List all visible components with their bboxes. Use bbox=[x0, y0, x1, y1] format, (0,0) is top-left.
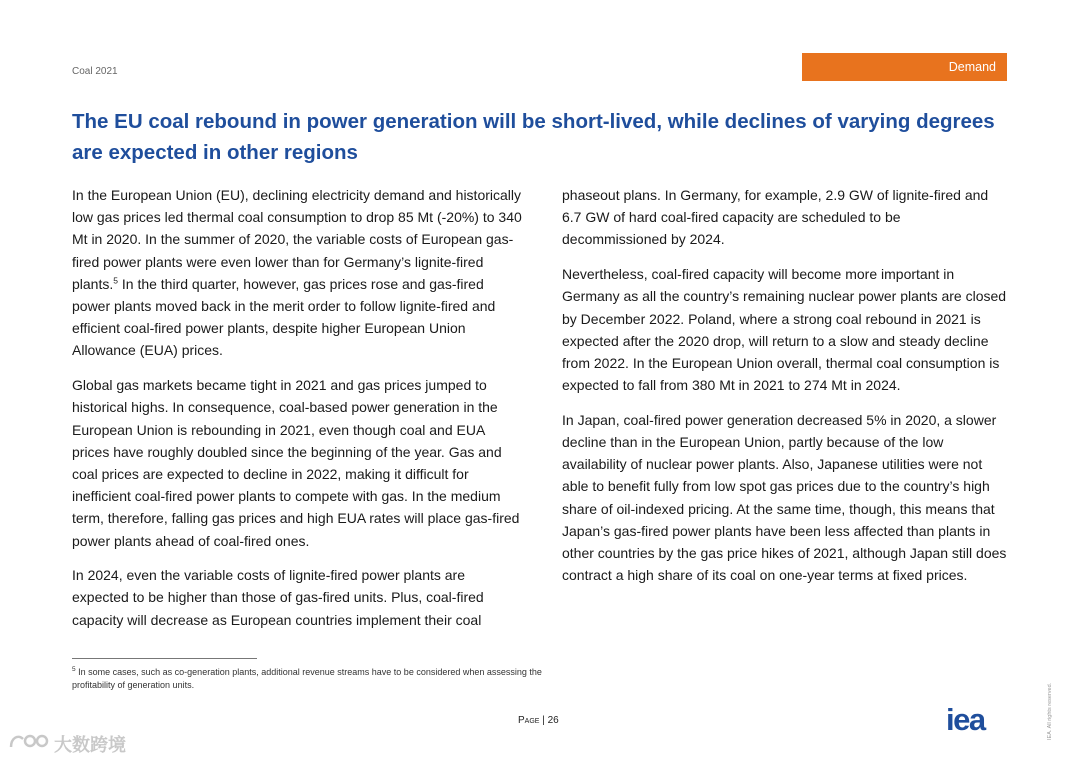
watermark bbox=[8, 730, 126, 757]
watermark-logo-icon bbox=[8, 730, 50, 757]
footnote-marker: 5 bbox=[72, 666, 76, 673]
document-label: Coal 2021 bbox=[72, 66, 118, 77]
section-tab-demand: Demand bbox=[802, 53, 1007, 81]
left-paragraph-3: In 2024, even the variable costs of lignite-fired power plants are expected to be higher than those of gas-fired units. Plus, coal-fired capacity will decrease as European countries implement their coal bbox=[72, 567, 484, 628]
left-paragraph-2: Global gas markets became tight in 2021 and gas prices jumped to historical highs. In consequence, coal-based power generation in the European Union is rebounding in 2021, even though coal and EUA prices have roughly doubled since the beginning of the year. Gas and coal prices are expected to decline in 2022, making it difficult for inefficient coal-fired power plants to compete with gas. In the medium term, therefore, falling gas prices and high EUA rates will place gas-fired power plants ahead of coal-fired ones. bbox=[72, 377, 520, 549]
left-column bbox=[72, 184, 522, 643]
right-paragraph-3: In Japan, coal-fired power generation decreased 5% in 2020, a slower decline than in the European Union, partly because of the low availability of nuclear power plants. Also, Japanese utilities were not able to benefit fully from low spot gas prices due to the country’s high share of oil-indexed pricing. At the same time, though, this means that Japan’s gas-fired power plants have been less affected than plants in other countries by the gas price hikes of 2021, although Japan still does contract a high share of its coal on one-year terms at fixed prices. bbox=[562, 411, 1007, 584]
right-paragraph-1: phaseout plans. In Germany, for example, 2.9 GW of lignite-fired and 6.7 GW of hard coal-fired capacity are scheduled to be decommissioned by 2024. bbox=[562, 187, 989, 248]
right-paragraph-2: Nevertheless, coal-fired capacity will become more important in Germany as all the country’s remaining nuclear power plants are closed by December 2022. Poland, where a strong coal rebound in 2021 is expected after the 2020 drop, will return to a slow and steady decline from 2022. In the European Union overall, thermal coal consumption is expected to fall from 380 Mt in 2021 to 274 Mt in 2024. bbox=[562, 266, 1007, 394]
page-number bbox=[518, 715, 559, 726]
page-number-value: 26 bbox=[547, 715, 559, 726]
watermark-text: 大数跨境 bbox=[54, 734, 126, 755]
footnote bbox=[72, 666, 542, 691]
iea-logo-mark bbox=[946, 705, 1008, 733]
footnote-text: In some cases, such as co-generation plants, additional revenue streams have to be considered when assessing the profitability of generation units. bbox=[72, 667, 542, 690]
page-label: Page bbox=[518, 715, 540, 726]
iea-logo-text: iea bbox=[946, 705, 985, 733]
left-paragraph-1-continued: In the third quarter, however, gas prices rose and gas-fired power plants moved back in the merit order to follow lignite-fired and efficient coal-fired power plants, despite higher European Union Allowance (EUA) prices. bbox=[72, 275, 496, 359]
page-title: The EU coal rebound in power generation will be short-lived, while declines of varying degrees are expected in other regions bbox=[72, 110, 995, 164]
footnote-reference[interactable]: 5 bbox=[113, 275, 118, 286]
footnote-divider bbox=[72, 658, 257, 659]
iea-logo bbox=[946, 705, 1008, 738]
left-paragraph-1-text: In the European Union (EU), declining electricity demand and historically low gas prices led thermal coal consumption to drop 85 Mt (-20%) to 340 Mt in 2020. In the summer of 2020, the variable costs of European gas-fired power plants were even lower than for Germany’s lignite-fired plants. bbox=[72, 187, 522, 292]
page-separator: | bbox=[539, 715, 548, 726]
left-paragraph-1 bbox=[72, 184, 522, 362]
right-column bbox=[562, 184, 1007, 599]
rights-notice: IEA. All rights reserved. bbox=[1047, 682, 1053, 740]
